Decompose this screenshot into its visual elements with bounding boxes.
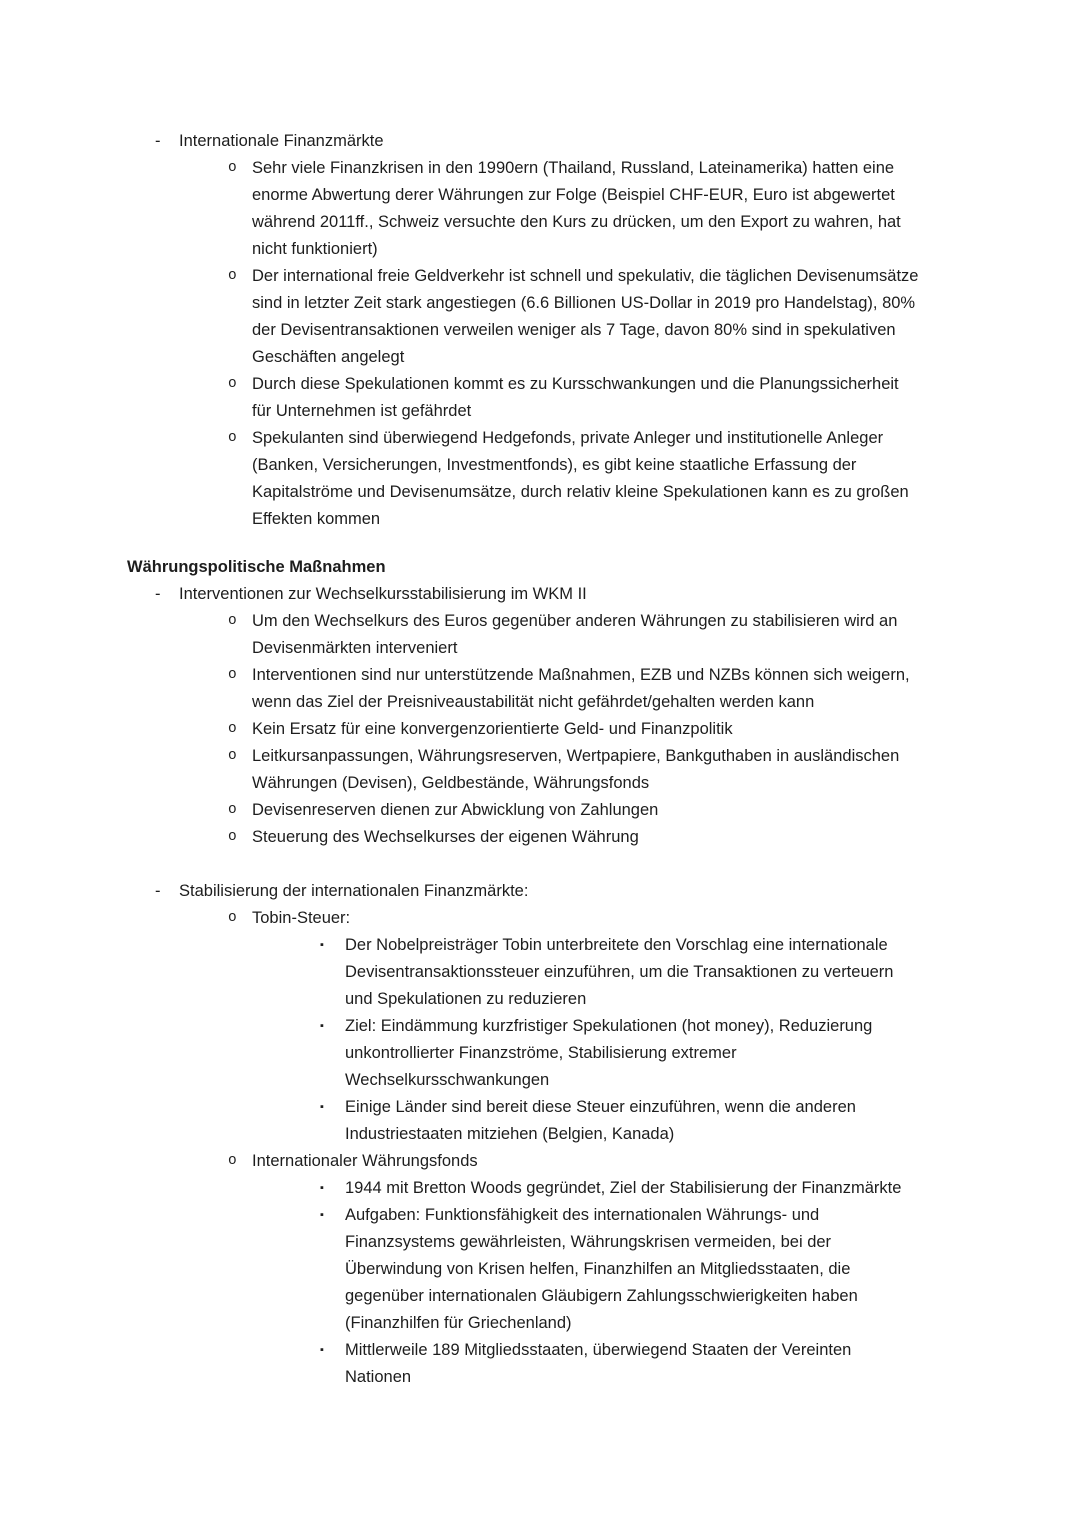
- list-item: [0, 743, 920, 797]
- bullet-circle: o: [228, 667, 237, 683]
- list-item-text: Spekulanten sind überwiegend Hedgefonds, private Anleger und institutionelle Anleger (Banken, Versicherungen, Investmentfonds), es gibt keine staatliche Erfassung der Kapitalströme und Devisenumsätze, durch relativ kleine Spekulationen kann es zu großen Effekten kommen: [252, 429, 909, 528]
- bullet-square: ▪: [320, 1182, 324, 1194]
- list-item-text: Ziel: Eindämmung kurzfristiger Spekulationen (hot money), Reduzierung unkontrollierter Finanzströme, Stabilisierung extremer Wechselkursschwankungen: [345, 1017, 873, 1089]
- list-item: [0, 1202, 920, 1337]
- bullet-circle: o: [228, 829, 237, 845]
- bullet-square: ▪: [320, 1209, 324, 1221]
- list-item-text: Kein Ersatz für eine konvergenzorientierte Geld- und Finanzpolitik: [252, 720, 733, 738]
- section-waehrungspolitische-massnahmen: [0, 581, 920, 851]
- bullet-circle: o: [228, 613, 237, 629]
- list-item-text: Mittlerweile 189 Mitgliedsstaaten, überwiegend Staaten der Vereinten Nationen: [345, 1341, 852, 1386]
- bullet-circle: o: [228, 721, 237, 737]
- bullet-circle: o: [228, 376, 237, 392]
- list-item-text: Devisenreserven dienen zur Abwicklung von Zahlungen: [252, 801, 659, 819]
- list-item-text: Der Nobelpreisträger Tobin unterbreitete den Vorschlag eine internationale Devisentransaktionssteuer einzuführen, um die Transaktionen zu verteuern und Spekulationen zu reduzieren: [345, 936, 894, 1008]
- list-item: [0, 716, 920, 743]
- bullet-dash: -: [155, 585, 161, 603]
- list-item-text: Interventionen zur Wechselkursstabilisierung im WKM II: [179, 585, 587, 603]
- list-item: [0, 581, 920, 608]
- list-item-text: Internationaler Währungsfonds: [252, 1152, 478, 1170]
- bullet-circle: o: [228, 268, 237, 284]
- list-item: [0, 1013, 920, 1094]
- list-item: [0, 1148, 920, 1175]
- bullet-square: ▪: [320, 939, 324, 951]
- list-item: [0, 905, 920, 932]
- list-item-text: Internationale Finanzmärkte: [179, 132, 384, 150]
- list-item-text: 1944 mit Bretton Woods gegründet, Ziel der Stabilisierung der Finanzmärkte: [345, 1179, 902, 1197]
- bullet-square: ▪: [320, 1101, 324, 1113]
- list-item: [0, 371, 920, 425]
- list-item-text: Einige Länder sind bereit diese Steuer einzuführen, wenn die anderen Industriestaaten mitziehen (Belgien, Kanada): [345, 1098, 856, 1143]
- list-item: [0, 128, 920, 155]
- list-item-text: Tobin-Steuer:: [252, 909, 351, 927]
- list-item-text: Der international freie Geldverkehr ist schnell und spekulativ, die täglichen Devisenumsätze sind in letzter Zeit stark angestiegen (6.6 Billionen US-Dollar in 2019 pro Handelstag), 80% der Devisentransaktionen verweilen weniger als 7 Tage, davon 80% sind in spekulativen Geschäften angelegt: [252, 267, 919, 366]
- list-item-text: Aufgaben: Funktionsfähigkeit des internationalen Währungs- und Finanzsystems gewährleisten, Währungskrisen vermeiden, bei der Überwindung von Krisen helfen, Finanzhilfen an Mitgliedsstaaten, die gegenüber internationalen Gläubigern Zahlungsschwierigkeiten haben (Finanzhilfen für Griechenland): [345, 1206, 858, 1332]
- list-item: [0, 878, 920, 905]
- list-item: [0, 662, 920, 716]
- list-item-text: Stabilisierung der internationalen Finanzmärkte:: [179, 882, 529, 900]
- bullet-circle: o: [228, 430, 237, 446]
- list-item: [0, 155, 920, 263]
- list-item: [0, 932, 920, 1013]
- list-item-text: Um den Wechselkurs des Euros gegenüber anderen Währungen zu stabilisieren wird an Devisenmärkten interveniert: [252, 612, 898, 657]
- document-page: [0, 128, 920, 1391]
- section-international-finanzmaerkte: [0, 128, 920, 533]
- bullet-circle: o: [228, 910, 237, 926]
- list-item-text: Leitkursanpassungen, Währungsreserven, Wertpapiere, Bankguthaben in ausländischen Währungen (Devisen), Geldbestände, Währungsfonds: [252, 747, 900, 792]
- bullet-dash: -: [155, 132, 161, 150]
- list-item: [0, 608, 920, 662]
- bullet-circle: o: [228, 160, 237, 176]
- list-item-text: Durch diese Spekulationen kommt es zu Kursschwankungen und die Planungssicherheit für Unternehmen ist gefährdet: [252, 375, 899, 420]
- list-item-text: Steuerung des Wechselkurses der eigenen Währung: [252, 828, 639, 846]
- list-item: [0, 425, 920, 533]
- list-item: [0, 824, 920, 851]
- bullet-dash: -: [155, 882, 161, 900]
- list-item: [0, 1094, 920, 1148]
- list-item: [0, 263, 920, 371]
- bullet-square: ▪: [320, 1344, 324, 1356]
- list-item-text: Interventionen sind nur unterstützende Maßnahmen, EZB und NZBs können sich weigern, wenn das Ziel der Preisniveaustabilität nicht gefährdet/gehalten werden kann: [252, 666, 910, 711]
- bullet-circle: o: [228, 748, 237, 764]
- list-item-text: Sehr viele Finanzkrisen in den 1990ern (Thailand, Russland, Lateinamerika) hatten eine enorme Abwertung derer Währungen zur Folge (Beispiel CHF-EUR, Euro ist abgewertet während 2011ff., Schweiz versuchte den Kurs zu drücken, um den Export zu wahren, hat nicht funktioniert): [252, 159, 901, 258]
- list-item: [0, 1175, 920, 1202]
- section-stabilisierung-finanzmaerkte: [0, 878, 920, 1391]
- bullet-square: ▪: [320, 1020, 324, 1032]
- bullet-circle: o: [228, 802, 237, 818]
- bullet-circle: o: [228, 1153, 237, 1169]
- list-item: [0, 1337, 920, 1391]
- list-item: [0, 797, 920, 824]
- section-heading: Währungspolitische Maßnahmen: [127, 558, 386, 576]
